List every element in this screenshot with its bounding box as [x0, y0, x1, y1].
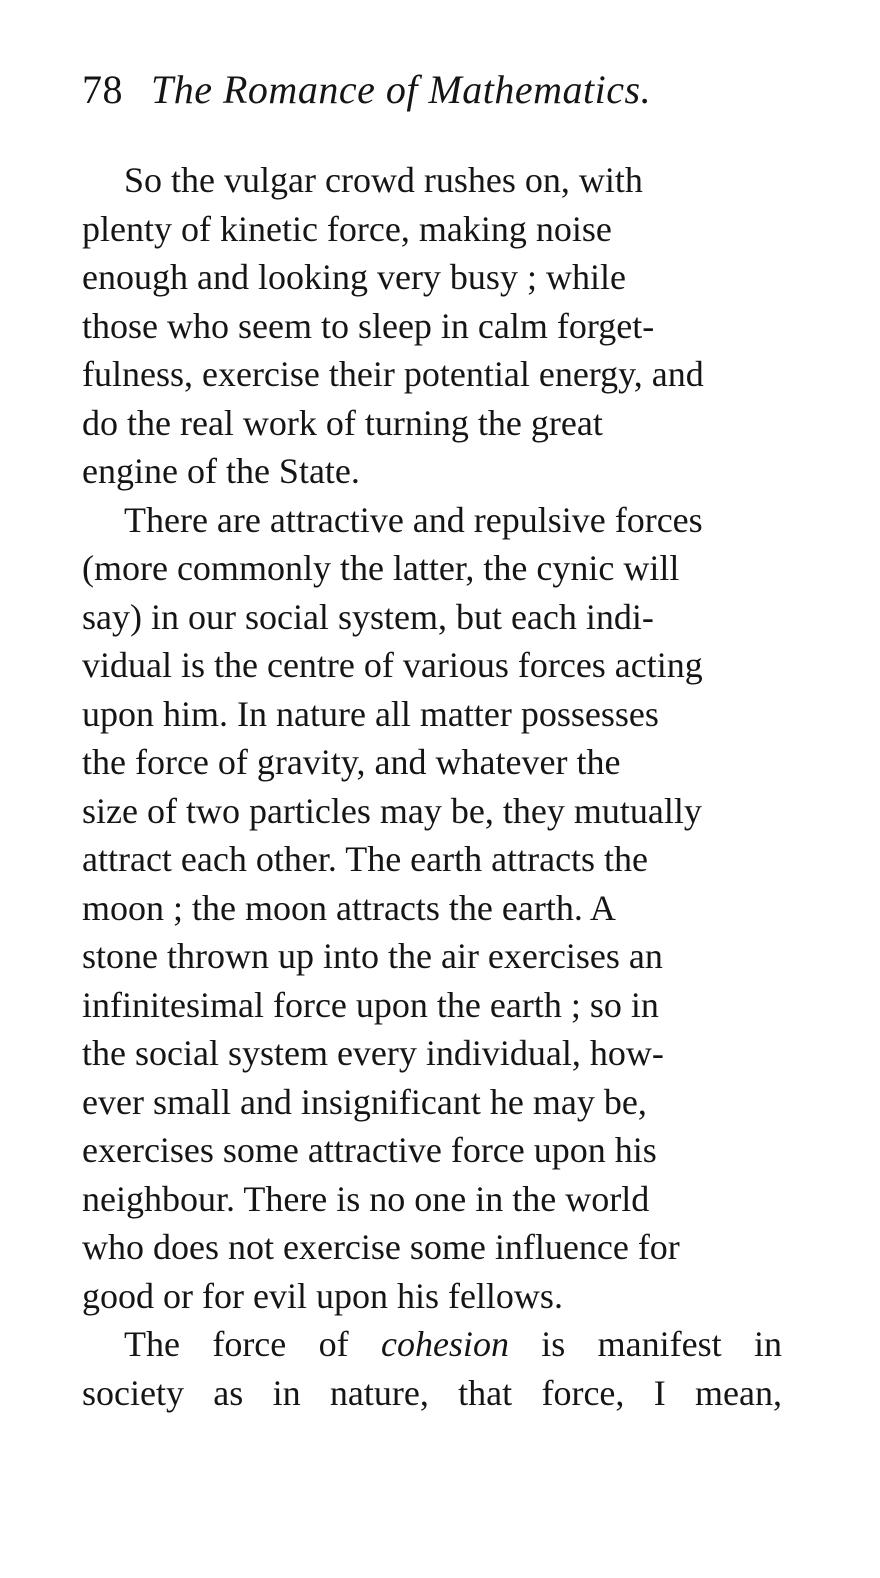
paragraph-3-start: The force of	[124, 1324, 381, 1364]
paragraph-2: There are attractive and repulsive forces (more commonly the latter, the cynic will say) in our social system, but each indi- vidual is the centre of various forces acting upon him. In nature all matter possesses the force of gravity, and whatever the size of two particles may be, they mutually attract each other. The earth attracts the moon ; the moon attracts the earth. A stone thrown up into the air exercises an infinitesimal force upon the earth ; so in the social system every individual, how- ever small and insignificant he may be, exercises some attractive force upon his neighbour. There is no one in the world who does not exercise some influence for good or for evil upon his fellows.	[82, 499, 703, 1316]
book-page	[82, 66, 782, 1417]
body-text	[82, 156, 782, 1417]
paragraph-3-rest: is manifest in society as in nature, that force, I mean,	[82, 1324, 782, 1413]
running-head	[82, 66, 782, 114]
running-title: The Romance of Mathematics.	[151, 67, 652, 112]
paragraph-1: So the vulgar crowd rushes on, with plenty of kinetic force, making noise enough and looking very busy ; while those who seem to sleep in calm forget- fulness, exercise their potential energy, and do the real work of turning the great engine of the State.	[82, 160, 704, 491]
page-number: 78	[82, 67, 123, 112]
paragraph-3	[82, 1320, 782, 1417]
emphasized-word-cohesion: cohesion	[380, 1324, 509, 1364]
